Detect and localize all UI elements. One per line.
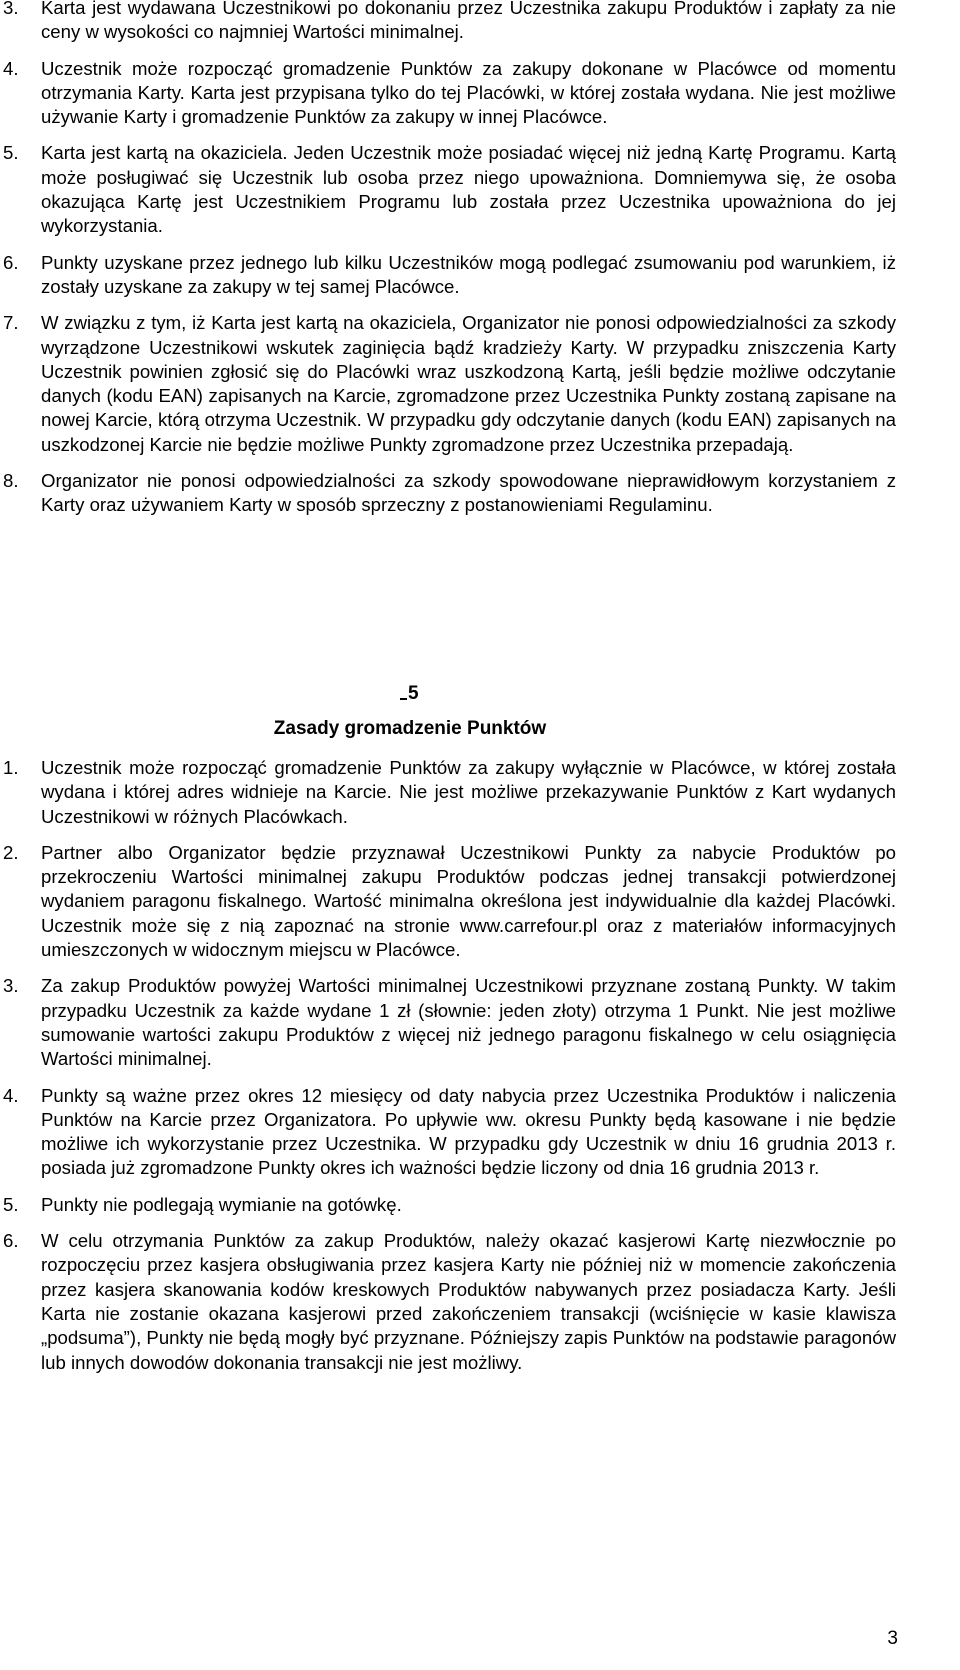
section-title: Zasady gromadzenie Punktów [273,718,547,739]
list-item [0,974,960,1071]
item-number: 7. [3,312,19,334]
item-text: W związku z tym, iż Karta jest kartą na okaziciela, Organizator nie ponosi odpowiedzialności za szkody wyrządzone Uczestnikowi wskutek zaginięcia bądź kradzieży Karty. W przypadku zniszczenia Karty Uczestnik powinien zgłosić się do Placówki wraz uszkodzoną Kartą, jeśli będzie możliwe odczytanie danych (kodu EAN) zapisanych na Karcie, zgromadzone przez Uczestnika Punkty zostaną zapisane na nowej Karcie, którą otrzyma Uczestnik. W przypadku gdy odczytanie danych (kodu EAN) zapisanych na uszkodzonej Karcie nie będzie możliwe Punkty zgromadzone przez Uczestnika przepadają. [41,312,896,455]
section-number-value: 5 [408,683,419,704]
item-number: 3. [3,0,19,18]
item-number: 8. [3,470,19,492]
item-text: Punkty uzyskane przez jednego lub kilku Uczestników mogą podlegać zsumowaniu pod warunkiem, iż zostały uzyskane za zakupy w tej samej Placówce. [41,251,896,297]
list-item [0,469,960,518]
item-number: 5. [3,142,19,164]
item-text: Karta jest kartą na okaziciela. Jeden Uczestnik może posiadać więcej niż jedną Kartę Programu. Kartą może posługiwać się Uczestnik lub osoba przez niego upoważniona. Domniemywa się, że osoba okazująca Kartę jest Uczestnikiem Programu lub została przez Uczestnika upoważniona do jej wykorzystania. [41,142,896,237]
item-text: Punkty nie podlegają wymianie na gotówkę. [41,1193,402,1215]
item-number: 2. [3,841,19,863]
item-number: 3. [3,975,19,997]
list-item [0,57,960,130]
clause-list-top [0,0,960,518]
item-number: 5. [3,1193,19,1215]
item-text: Punkty są ważne przez okres 12 miesięcy od daty nabycia przez Uczestnika Produktów i naliczenia Punktów na Karcie przez Organizatora. Po upływie ww. okresu Punkty będą kasowane i nie będzie możliwe ich wykorzystanie przez Uczestnika. W przypadku gdy Uczestnik w dniu 16 grudnia 2013 r. posiada już zgromadzone Punkty okres ich ważności będzie liczony od dnia 16 grudnia 2013 r. [41,1084,896,1179]
item-text: Organizator nie ponosi odpowiedzialności za szkody spowodowane nieprawidłowym korzystaniem z Karty oraz używaniem Karty w sposób sprzeczny z postanowieniami Regulaminu. [41,470,896,516]
item-text: Za zakup Produktów powyżej Wartości minimalnej Uczestnikowi przyznane zostaną Punkty. W takim przypadku Uczestnik za każde wydane 1 zł (słownie: jeden złoty) otrzyma 1 Punkt. Nie jest możliwe sumowanie wartości zakupu Produktów z więcej niż jednego paragonu fiskalnego w celu osiągnięcia Wartości minimalnej. [41,975,896,1070]
clause-list-bottom [0,756,960,1375]
list-item [0,1084,960,1181]
list-item [0,141,960,238]
item-text: W celu otrzymania Punktów za zakup Produktów, należy okazać kasjerowi Kartę niezwłocznie po rozpoczęciu przez kasjera obsługiwania przez kasjera Karty nie później niż w momencie zakończenia przez kasjera skanowania kodów kreskowych Produktów nabywanych przez posiadacza Karty. Jeśli Karta nie zostanie okazana kasjerowi przed zakończeniem transakcji (wciśnięcie w kasie klawisza „podsuma”), Punkty nie będą mogły być przyznane. Późniejszy zapis Punktów na podstawie paragonów lub innych dowodów dokonania transakcji nie jest możliwy. [41,1230,896,1373]
page-number: 3 [887,1628,898,1649]
list-item [0,756,960,829]
item-number: 4. [3,57,19,79]
list-item [0,1193,960,1217]
section-number [400,683,419,705]
item-text: Uczestnik może rozpocząć gromadzenie Punktów za zakupy dokonane w Placówce od momentu otrzymania Karty. Karta jest przypisana tylko do tej Placówki, w której została wydana. Nie jest możliwe używanie Karty i gromadzenie Punktów za zakupy w innej Placówce. [41,57,896,128]
item-text: Uczestnik może rozpocząć gromadzenie Punktów za zakupy wyłącznie w Placówce, w której została wydana i której adres widnieje na Karcie. Nie jest możliwe przekazywanie Punktów z Kart wydanych Uczestnikowi w różnych Placówkach. [41,757,896,827]
list-item [0,311,960,457]
item-number: 6. [3,1230,19,1252]
paragraph-sign-icon [400,684,407,700]
item-text: Karta jest wydawana Uczestnikowi po dokonaniu przez Uczestnika zakupu Produktów i zapłaty za nie ceny w wysokości co najmniej Wartości minimalnej. [41,0,896,43]
item-text: Partner albo Organizator będzie przyznawał Uczestnikowi Punkty za nabycie Produktów po przekroczeniu Wartości minimalnej zakupu Produktów podczas jednej transakcji potwierdzonej wydaniem paragonu fiskalnego. Wartość minimalna określona jest indywidualnie dla każdej Placówki. Uczestnik może się z nią zapoznać na stronie www.carrefour.pl oraz z materiałów informacyjnych umieszczonych w widocznym miejscu w Placówce. [41,841,896,961]
item-number: 4. [3,1084,19,1106]
item-number: 6. [3,251,19,273]
list-item [0,841,960,962]
item-number: 1. [3,757,19,778]
list-item [0,0,960,45]
list-item [0,251,960,300]
list-item [0,1229,960,1375]
